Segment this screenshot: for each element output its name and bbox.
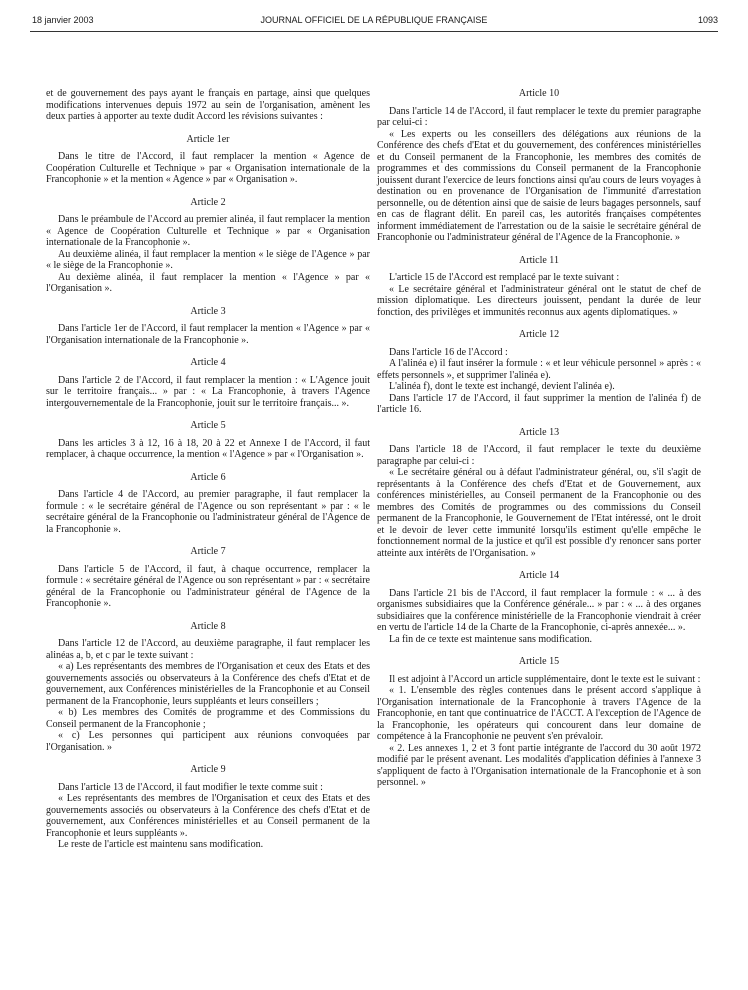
paragraph: « Les experts ou les conseillers des délégations aux réunions de la Conférence des chefs d'Etat et du gouvernement, des conférences ministérielles et du Conseil permanent de la Francophonie, les membres des comités de programmes et des commissions du Conseil permanent de la Francophonie jouissent durant l'exercice de leurs fonctions ainsi qu'au cours de leurs voyages à destination ou en provenance de l'Organisation de l'immunité d'arrestation personnelle, ou de détention ainsi que de saisie de leurs bagages personnels, sauf en cas de flagrant délit. En pareil cas, les autorités françaises compétentes informent immédiatement de l'arrestation ou de la saisie le secrétaire général de Francophonie ou l'administrateur général de l'Agence de la Francophonie. » xyxy=(377,128,701,243)
header-rule xyxy=(30,31,718,32)
paragraph: A l'alinéa e) il faut insérer la formule : « et leur véhicule personnel » après : « effets personnels », et supprimer l'alinéa e). xyxy=(377,358,701,381)
paragraph: Dans l'article 5 de l'Accord, il faut, à chaque occurrence, remplacer la formule : « secrétaire général de l'Agence ou son représentant » par : « secrétaire général de la Francophonie ou l'administrateur général de l'Agence de la Francophonie ». xyxy=(46,563,370,609)
article-heading: Article 9 xyxy=(190,764,226,775)
article-heading: Article 6 xyxy=(190,471,226,483)
paragraph: « 1. L'ensemble des règles contenues dans le présent accord s'applique à l'Organisation internationale de la Francophonie à travers l'Agence de la Francophonie, en tant que continuatrice de l'ACCT. A l'exception de l'Agence de la Francophonie, les opérateurs qui concourent dans leur domaine de compétence à la Francophonie ne peuvent s'en prévaloir. xyxy=(377,685,701,742)
paragraph: Dans l'article 21 bis de l'Accord, il faut remplacer la formule : « ... à des organismes subsidiaires que la Conférence générale... » par : « ... à des organes subsidiaires que la conférence ministérielle de la Francophonie viendrait à créer en vertu de l'article 14 de la Charte de la Francophonie, ci-après annexée... ». xyxy=(377,587,701,633)
paragraph: Dans l'article 16 de l'Accord : xyxy=(389,346,508,358)
left-column xyxy=(46,88,370,851)
article-heading: Article 10 xyxy=(518,88,560,99)
paragraph: Dans l'article 1er de l'Accord, il faut remplacer la mention « l'Agence » par « l'Organisation internationale de la Francophonie ». xyxy=(46,323,370,346)
header-journal-title: JOURNAL OFFICIEL DE LA RÉPUBLIQUE FRANÇAISE xyxy=(260,15,488,25)
article-heading: Article 14 xyxy=(518,570,560,581)
paragraph: Au deuxième alinéa, il faut remplacer la mention « le siège de l'Agence » par « le siège de la Francophonie ». xyxy=(46,248,370,271)
article-heading: Article 1er xyxy=(186,133,230,145)
article-heading: Article 7 xyxy=(190,546,226,557)
header-date: 18 janvier 2003 xyxy=(32,15,94,25)
paragraph: Dans l'article 14 de l'Accord, il faut remplacer le texte du premier paragraphe par celui-ci : xyxy=(377,105,701,128)
paragraph: « Le secrétaire général et l'administrateur général ont le statut de chef de mission diplomatique. Les directeurs jouissent, pendant la durée de leur fonction, des privilèges et immunités reconnus aux agents diplomatiques. » xyxy=(377,283,701,318)
article-heading: Article 13 xyxy=(518,426,560,438)
paragraph: Dans l'article 4 de l'Accord, au premier paragraphe, il faut remplacer la formule : « le secrétaire général de l'Agence ou son représentant » par : « le secrétaire général de la Francophonie ou l'administrateur général de l'Agence de la Francophonie ». xyxy=(46,489,370,535)
article-heading: Article 12 xyxy=(518,329,560,340)
paragraph: « b) Les membres des Comités de programme et des Commissions du Conseil permanent de la Francophonie ; xyxy=(46,707,370,730)
header-page-number: 1093 xyxy=(697,15,718,25)
paragraph: « c) Les personnes qui participent aux réunions convoquées par l'Organisation. » xyxy=(46,730,370,753)
paragraph: L'article 15 de l'Accord est remplacé par le texte suivant : xyxy=(389,272,620,283)
paragraph: Dans l'article 17 de l'Accord, il faut supprimer la mention de l'alinéa f) de l'article 16. xyxy=(377,392,701,415)
paragraph: « Le secrétaire général ou à défaut l'administrateur général, ou, s'il s'agit de représentants à la Conférence des chefs d'Etat et de Gouvernement, aux conférences ministérielles, au Conseil permanent de la Francophonie ou des membres des Comités de programmes ou des commissions du Conseil permanent de la Francophonie, le Gouvernement de l'Etat intéressé, ont le droit et le devoir de lever cette immunité lorsqu'ils estiment qu'elle empêche le fonctionnement normal de la justice et qu'il est possible d'y renoncer sans porter atteinte aux intérêts de l'Organisation. » xyxy=(377,467,701,559)
article-heading: Article 11 xyxy=(519,254,559,266)
paragraph: Dans l'article 18 de l'Accord, il faut remplacer le texte du deuxième paragraphe par celui-ci : xyxy=(377,444,701,467)
right-column xyxy=(377,88,701,789)
paragraph: Dans le préambule de l'Accord au premier alinéa, il faut remplacer la mention « Agence de Coopération Culturelle et Technique » par « Organisation internationale de la Francophonie ». xyxy=(46,214,370,248)
article-heading: Article 15 xyxy=(518,656,560,667)
paragraph: Le reste de l'article est maintenu sans modification. xyxy=(58,839,264,850)
paragraph: La fin de ce texte est maintenue sans modification. xyxy=(389,633,592,645)
paragraph: et de gouvernement des pays ayant le français en partage, ainsi que quelques modifications intervenues depuis 1972 au sein de l'organisation, amènent les deux parties à apporter au texte dudit Accord les révisions suivantes : xyxy=(46,88,370,122)
article-heading: Article 2 xyxy=(190,196,226,208)
paragraph: Dans l'article 12 de l'Accord, au deuxième paragraphe, il faut remplacer les alinéas a, b, et c par le texte suivant : xyxy=(46,638,370,661)
paragraph: « Les représentants des membres de l'Organisation et ceux des Etats et des gouvernements associés ou observateurs à la Conférence des chefs d'Etat et de gouvernement, aux Conférences ministérielles et au Conseil permanent de la Francophonie et leurs suppléants ». xyxy=(46,793,370,839)
page-header xyxy=(18,15,730,29)
paragraph: Dans les articles 3 à 12, 16 à 18, 20 à 22 et Annexe I de l'Accord, il faut remplacer, à chaque occurrence, la mention « l'Agence » par « l'Organisation ». xyxy=(46,437,370,460)
paragraph: « a) Les représentants des membres de l'Organisation et ceux des Etats et des gouvernements associés ou observateurs à la Conférence des chefs d'Etat et de gouvernement, aux Conférences ministérielles de la Francophonie et au Conseil permanent de la Francophonie, leurs suppléants et leurs conseillers ; xyxy=(46,661,370,707)
paragraph: Dans le titre de l'Accord, il faut remplacer la mention « Agence de Coopération Culturelle et Technique » par « Organisation internationale de la Francophonie » et la mention « Agence » par « Organisation ». xyxy=(46,151,370,185)
article-heading: Article 5 xyxy=(190,420,226,431)
paragraph: Dans l'article 2 de l'Accord, il faut remplacer la mention : « L'Agence jouit sur le territoire français... » par : « La Francophonie, à travers l'Agence intergouvernementale de la Francophonie, jouit sur le territoire français... ». xyxy=(46,374,370,409)
article-heading: Article 8 xyxy=(190,620,226,632)
paragraph: Dans l'article 13 de l'Accord, il faut modifier le texte comme suit : xyxy=(58,781,323,793)
article-heading: Article 4 xyxy=(190,357,226,368)
article-heading: Article 3 xyxy=(190,305,226,317)
paragraph: Au dexième alinéa, il faut remplacer la mention « l'Agence » par « l'Organisation ». xyxy=(46,271,370,294)
paragraph: L'alinéa f), dont le texte est inchangé, devient l'alinéa e). xyxy=(389,381,615,392)
paragraph: « 2. Les annexes 1, 2 et 3 font partie intégrante de l'accord du 30 août 1972 modifié par le présent avenant. Les modalités d'application définies à l'annexe 3 s'appliquent de facto à l'Organisation internationale de la Francophonie et à son personnel. » xyxy=(377,742,701,788)
paragraph: Il est adjoint à l'Accord un article supplémentaire, dont le texte est le suivant : xyxy=(389,673,701,685)
